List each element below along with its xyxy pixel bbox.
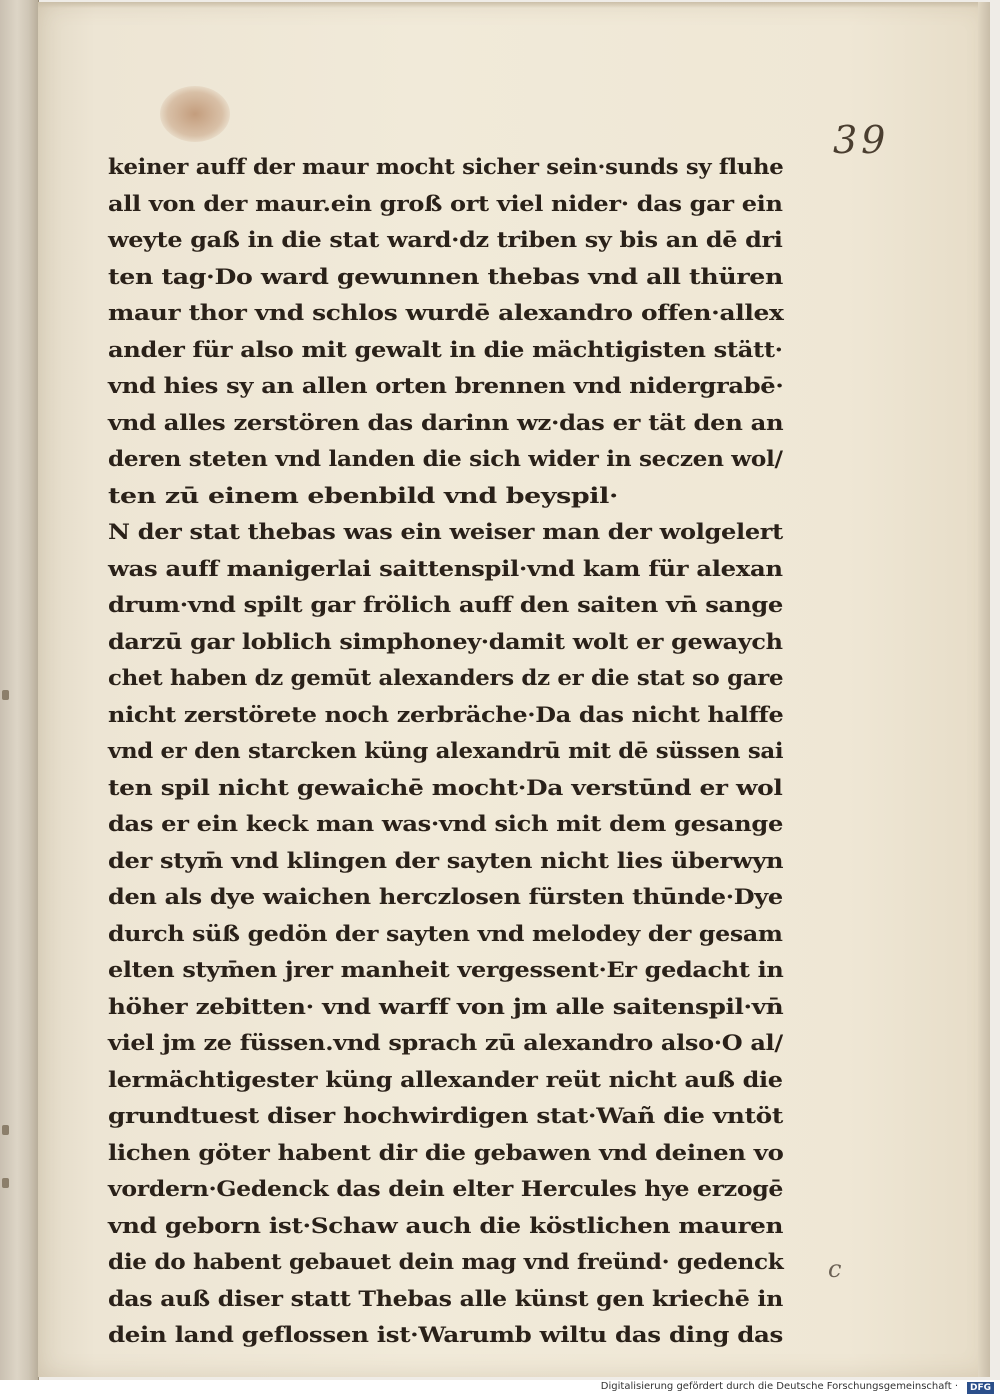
text-line: lermächtigester küng allexander reüt nicht auß die — [108, 1067, 783, 1093]
text-line: dein land geflossen ist·Warumb wiltu das ding das — [108, 1323, 784, 1348]
text-line: vordern·Gedenck das dein elter Hercules hye erzogē — [108, 1177, 784, 1202]
text-block — [108, 150, 788, 1355]
text-line: vnd alles zerstören das darinn wz·das er tät den an — [108, 410, 784, 436]
text-line: vnd er den starcken küng alexandrū mit dē süssen sai — [108, 739, 784, 764]
text-line: ander für also mit gewalt in die mächtigisten stätt· — [108, 337, 783, 363]
page-top-edge — [38, 2, 990, 8]
text-line: lichen göter habent dir die gebawen vnd deinen vo — [108, 1140, 784, 1166]
text-line: vnd hies sy an allen orten brennen vnd nidergrabē· — [108, 374, 784, 399]
text-line: darzū gar loblich simphoney·damit wolt er gewaych — [108, 629, 783, 655]
book-binding — [0, 0, 39, 1380]
text-line: keiner auff der maur mocht sicher sein·sunds sy fluhe — [108, 155, 784, 180]
text-line: all von der maur.ein groß ort viel nider· das gar ein — [108, 191, 783, 217]
text-line: chet haben dz gemūt alexanders dz er die stat so gare — [108, 666, 784, 691]
text-line: grundtuest diser hochwirdigen stat·Wañ die vntöt — [108, 1104, 783, 1129]
text-line: die do habent gebauet dein mag vnd freünd· gedenck — [108, 1250, 784, 1275]
text-line: was auff manigerlai saittenspil·vnd kam für alexan — [108, 556, 783, 582]
margin-mark: c — [828, 1255, 842, 1283]
text-line: das auß diser statt Thebas alle künst gen kriechē in — [108, 1286, 784, 1312]
text-line: N der stat thebas was ein weiser man der wolgelert — [108, 520, 783, 545]
text-line: nicht zerstörete noch zerbräche·Da das nicht halffe — [108, 702, 784, 728]
text-line: der stym̄ vnd klingen der sayten nicht lies überwyn — [108, 848, 784, 874]
dfg-logo: DFG — [967, 1382, 994, 1394]
folio-number: 39 — [833, 118, 890, 162]
text-line: ten spil nicht gewaichē mocht·Da verstūnd er wol — [108, 775, 783, 801]
text-line: höher zebitten· vnd warff von jm alle saitenspil·vn̄ — [108, 994, 784, 1020]
text-line: viel jm ze füssen.vnd sprach zū alexandro also·O al/ — [108, 1031, 783, 1056]
text-line: ten zū einem ebenbild vnd beyspil· — [108, 483, 618, 509]
text-line: maur thor vnd schlos wurdē alexandro offen·allex — [108, 301, 784, 326]
text-line: durch süß gedön der sayten vnd melodey der gesam — [108, 921, 783, 947]
binding-mark — [2, 1125, 9, 1135]
text-line: ten tag·Do ward gewunnen thebas vnd all thüren — [108, 264, 783, 290]
text-line: drum·vnd spilt gar frölich auff den saiten vn̄ sange — [108, 593, 783, 618]
text-line: deren steten vnd landen die sich wider in seczen wol/ — [108, 447, 783, 472]
paper-stain — [160, 86, 230, 142]
footer-credit: Digitalisierung gefördert durch die Deutsche Forschungsgemeinschaft · — [600, 1381, 958, 1392]
text-line: elten stym̄en jrer manheit vergessent·Er gedacht in — [108, 958, 784, 983]
text-line: den als dye waichen herczlosen fürsten thūnde·Dye — [108, 885, 783, 910]
binding-mark — [2, 690, 9, 700]
footer-bar — [0, 1380, 1000, 1396]
text-line: weyte gaß in die stat ward·dz triben sy bis an dē dri — [108, 228, 783, 253]
text-line: vnd geborn ist·Schaw auch die köstlichen mauren — [108, 1213, 784, 1239]
text-line: das er ein keck man was·vnd sich mit dem gesange — [108, 812, 783, 837]
binding-mark — [2, 1178, 9, 1188]
page-right-edge — [978, 2, 990, 1377]
